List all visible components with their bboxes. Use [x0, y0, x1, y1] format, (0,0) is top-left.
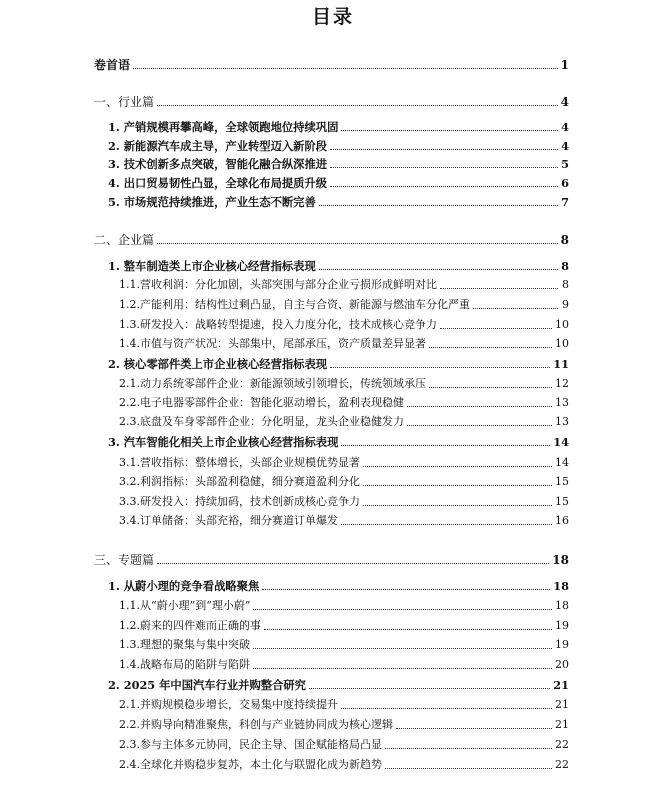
toc-page-number: 14	[553, 435, 569, 449]
dot-leader	[341, 708, 552, 709]
dot-leader	[330, 149, 558, 150]
toc-entry-title: 1.3.理想的聚集与集中突破	[119, 638, 250, 651]
toc-page-number: 10	[555, 318, 569, 331]
toc-entry-title: 1.4.战略布局的陷阱与陷阱	[119, 658, 250, 671]
toc-entry-title: 2.3.底盘及车身零部件企业：分化明显，龙头企业稳健发力	[119, 415, 404, 428]
dot-leader	[341, 524, 552, 525]
dot-leader	[253, 668, 552, 669]
dot-leader	[253, 648, 552, 649]
dot-leader	[341, 445, 550, 446]
toc-entry[interactable]	[119, 414, 569, 430]
dot-leader	[440, 328, 552, 329]
toc-entry[interactable]	[108, 677, 569, 693]
toc-entry-title: 3.3.研发投入：持续加码，技术创新成核心竞争力	[119, 495, 360, 508]
toc-entry-title: 5. 市场规范持续推进，产业生态不断完善	[108, 195, 316, 209]
dot-leader	[330, 167, 558, 168]
toc-entry-title: 2.2.电子电器零部件企业：智能化驱动增长，盈利表现稳健	[119, 396, 404, 409]
toc-entry[interactable]	[119, 494, 569, 510]
toc-page-number: 4	[561, 139, 569, 153]
toc-entry[interactable]	[108, 175, 569, 191]
toc-entry[interactable]	[119, 474, 569, 490]
toc-entry[interactable]	[119, 455, 569, 471]
toc-page-number: 21	[553, 678, 569, 692]
toc-entry-title: 一、行业篇	[94, 95, 155, 109]
toc-entry[interactable]	[108, 578, 569, 594]
toc-page-number: 14	[555, 456, 569, 469]
toc-page-number: 15	[555, 495, 569, 508]
toc-entry-title: 2.3.参与主体多元协同，民企主导、国企赋能格局凸显	[119, 738, 382, 751]
toc-entry-title: 3.4.订单储备：头部充裕，细分赛道订单爆发	[119, 514, 338, 527]
toc-entry-title: 2.4.全球化并购稳步复苏，本土化与联盟化成为新趋势	[119, 758, 382, 771]
toc-page-number: 5	[561, 157, 569, 171]
toc-entry[interactable]	[119, 297, 569, 313]
toc-entry[interactable]	[119, 395, 569, 411]
toc-page-number: 8	[562, 278, 569, 291]
toc-page-number: 6	[561, 176, 569, 190]
toc-entry-title: 1. 从蔚小理的竞争看战略聚焦	[108, 579, 260, 593]
toc-entry-title: 3.1.营收指标：整体增长，头部企业规模优势显著	[119, 456, 360, 469]
toc-entry-title: 二、企业篇	[94, 233, 155, 247]
dot-leader	[309, 688, 550, 689]
toc-page-number: 13	[555, 415, 569, 428]
toc-entry-title: 1.2.蔚来的四件难而正确的事	[119, 619, 261, 632]
toc-entry-title: 1.2.产能利用：结构性过剩凸显，自主与合资、新能源与燃油车分化严重	[119, 298, 470, 311]
toc-entry[interactable]	[119, 598, 569, 614]
toc-entry-title: 1.3.研发投入：战略转型提速，投入力度分化，技术成核心竞争力	[119, 318, 437, 331]
dot-leader	[396, 728, 552, 729]
toc-entry[interactable]	[94, 57, 569, 73]
toc-entry[interactable]	[119, 757, 569, 773]
toc-entry[interactable]	[94, 94, 569, 110]
dot-leader	[473, 308, 558, 309]
dot-leader	[440, 288, 558, 289]
toc-entry-title: 2. 2025 年中国汽车行业并购整合研究	[108, 678, 306, 692]
dot-leader	[429, 347, 552, 348]
toc-entry[interactable]	[119, 637, 569, 653]
toc-entry[interactable]	[119, 317, 569, 333]
toc-entry-title: 2.1.并购规模稳步增长，交易集中度持续提升	[119, 698, 338, 711]
toc-entry-title: 4. 出口贸易韧性凸显，全球化布局提质升级	[108, 176, 328, 190]
toc-entry[interactable]	[119, 657, 569, 673]
toc-page-number: 12	[555, 377, 569, 390]
toc-page-number: 9	[562, 298, 569, 311]
toc-page-number: 18	[553, 579, 569, 593]
toc-page-number: 18	[555, 599, 569, 612]
toc-page-number: 21	[555, 718, 569, 731]
toc-entry-title: 3. 技术创新多点突破，智能化融合纵深推进	[108, 157, 328, 171]
dot-leader	[385, 748, 552, 749]
toc-entry-title: 2.2.并购导向精准聚焦，科创与产业链协同成为核心逻辑	[119, 718, 393, 731]
toc-page-number: 20	[555, 658, 569, 671]
page-title: 目录	[311, 6, 354, 28]
toc-page-number: 22	[555, 758, 569, 771]
toc-entry[interactable]	[119, 697, 569, 713]
toc-page-number: 8	[561, 259, 569, 273]
toc-entry[interactable]	[119, 376, 569, 392]
dot-leader	[341, 130, 558, 131]
toc-page-number: 8	[560, 233, 569, 247]
toc-entry[interactable]	[108, 119, 569, 135]
toc-page-number: 1	[560, 58, 569, 72]
dot-leader	[319, 269, 558, 270]
dot-leader	[262, 589, 550, 590]
dot-leader	[330, 186, 558, 187]
toc-page-number: 21	[555, 698, 569, 711]
toc-page-number: 7	[561, 195, 569, 209]
toc-page-number: 16	[555, 514, 569, 527]
dot-leader	[330, 367, 550, 368]
toc-entry-title: 2.1.动力系统零部件企业：新能源领域引领增长，传统领域承压	[119, 377, 426, 390]
toc-entry-title: 3. 汽车智能化相关上市企业核心经营指标表现	[108, 435, 339, 449]
toc-entry-title: 3.2.利润指标：头部盈利稳健，细分赛道盈利分化	[119, 475, 360, 488]
dot-leader	[157, 105, 558, 106]
toc-page-number: 19	[555, 638, 569, 651]
toc-page-number: 4	[561, 120, 569, 134]
toc-entry[interactable]	[119, 513, 569, 529]
toc-entry-title: 1.4.市值与资产状况：头部集中，尾部承压，资产质量差异显著	[119, 337, 426, 350]
toc-entry[interactable]	[119, 277, 569, 293]
toc-page-number: 18	[552, 553, 569, 567]
toc-entry-title: 1.1.营收利润：分化加剧，头部突围与部分企业亏损形成鲜明对比	[119, 278, 437, 291]
toc-entry[interactable]	[108, 258, 569, 274]
toc-page-number: 19	[555, 619, 569, 632]
toc-entry-title: 2. 新能源汽车成主导，产业转型迈入新阶段	[108, 139, 328, 153]
toc-entry[interactable]	[108, 194, 569, 210]
toc-page-number: 10	[555, 337, 569, 350]
toc-entry-title: 1. 整车制造类上市企业核心经营指标表现	[108, 259, 316, 273]
dot-leader	[407, 406, 552, 407]
toc-entry[interactable]	[119, 336, 569, 352]
toc-entry[interactable]	[108, 356, 569, 372]
dot-leader	[157, 243, 558, 244]
toc-entry[interactable]	[108, 138, 569, 154]
dot-leader	[385, 768, 552, 769]
toc-entry[interactable]	[119, 737, 569, 753]
toc-entry-title: 1.1.从“蔚小理”到“理小蔚”	[119, 599, 251, 612]
dot-leader	[319, 205, 558, 206]
dot-leader	[264, 629, 552, 630]
toc-page-number: 13	[555, 396, 569, 409]
toc-page-number: 15	[555, 475, 569, 488]
toc-entry[interactable]	[108, 434, 569, 450]
toc-entry[interactable]	[108, 156, 569, 172]
toc-page-number: 11	[553, 357, 569, 371]
toc-entry[interactable]	[119, 717, 569, 733]
toc-entry[interactable]	[119, 618, 569, 634]
dot-leader	[363, 485, 552, 486]
toc-entry-title: 1. 产销规模再攀高峰，全球领跑地位持续巩固	[108, 120, 339, 134]
toc-page-number: 22	[555, 738, 569, 751]
dot-leader	[157, 563, 549, 564]
dot-leader	[363, 505, 552, 506]
toc-entry-title: 三、专题篇	[94, 553, 155, 567]
dot-leader	[133, 68, 558, 69]
dot-leader	[253, 609, 552, 610]
toc-page-number: 4	[560, 95, 569, 109]
dot-leader	[429, 387, 552, 388]
dot-leader	[363, 466, 552, 467]
toc-entry-title: 2. 核心零部件类上市企业核心经营指标表现	[108, 357, 328, 371]
toc-entry[interactable]	[94, 552, 569, 568]
toc-entry[interactable]	[94, 232, 569, 248]
dot-leader	[407, 425, 552, 426]
toc-entry-title: 卷首语	[94, 58, 131, 72]
